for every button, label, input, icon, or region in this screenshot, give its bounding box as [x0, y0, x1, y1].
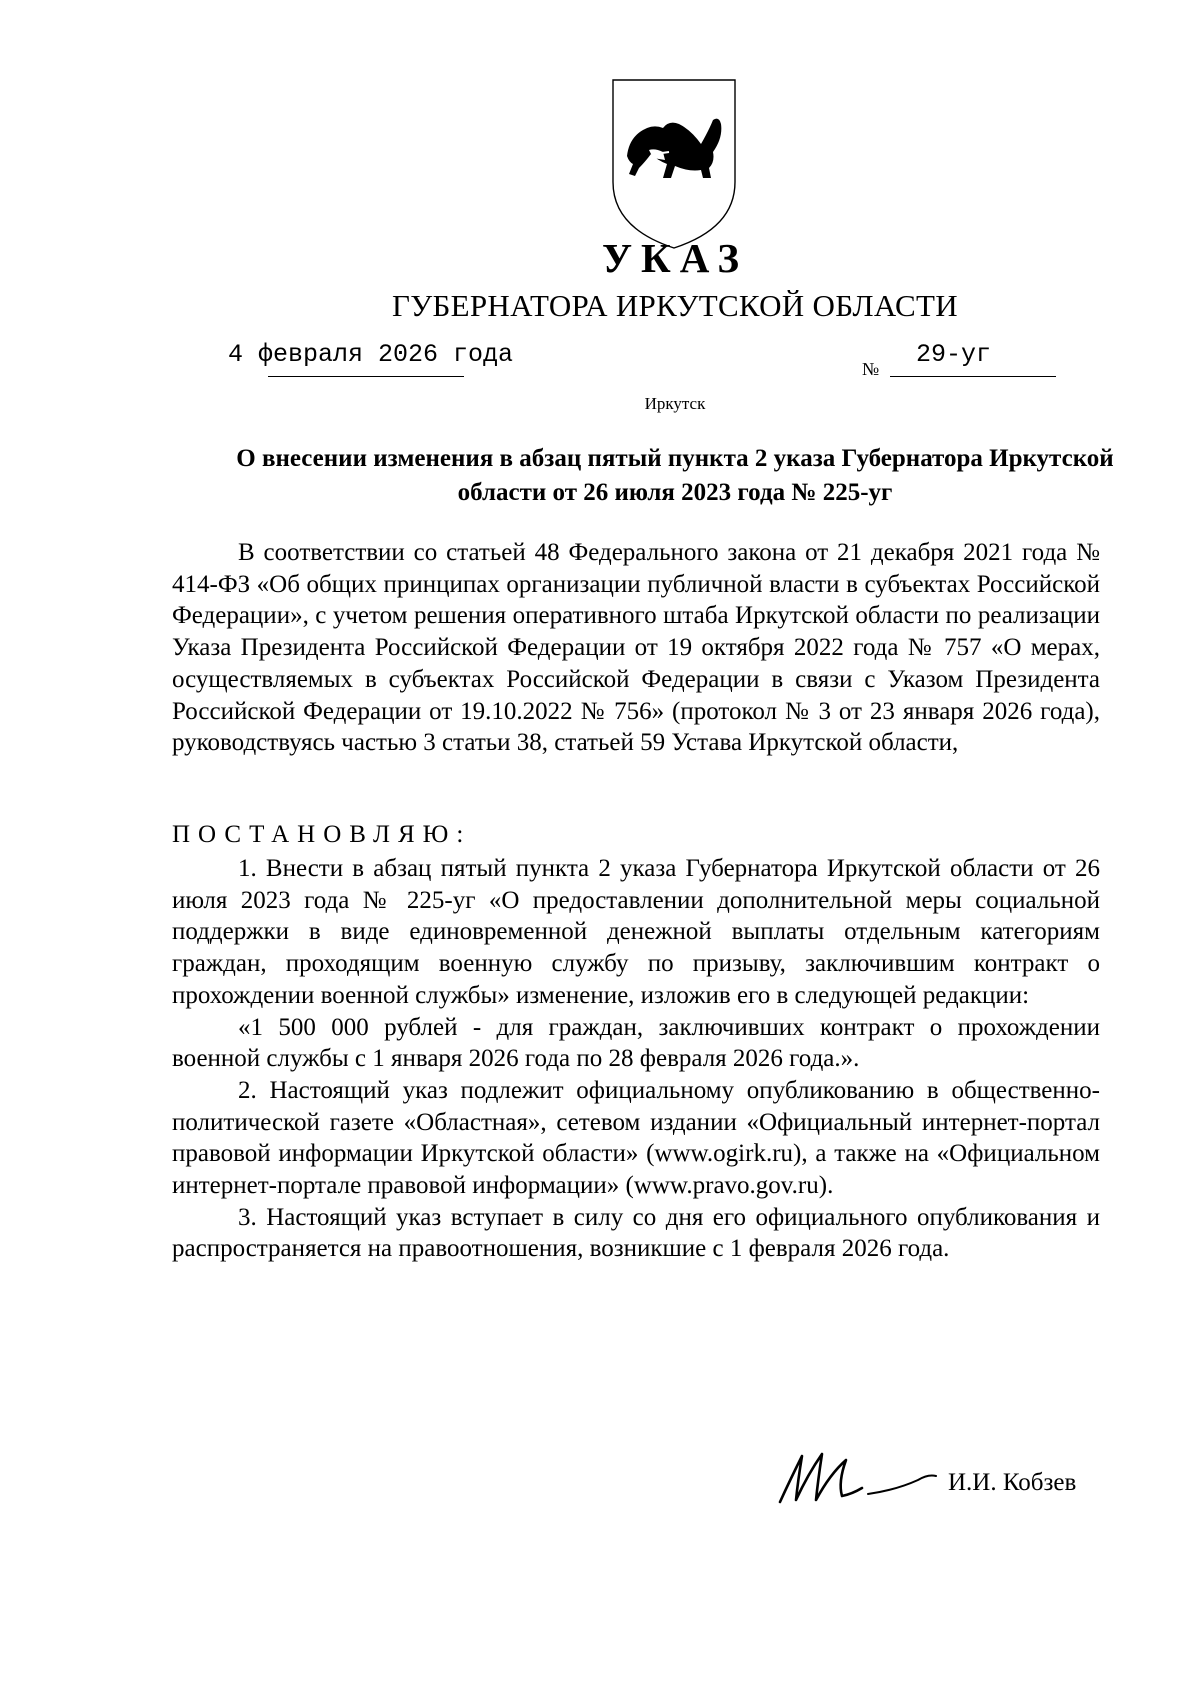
signer-name: И.И. Кобзев: [948, 1469, 1077, 1496]
date-underline: [268, 376, 464, 377]
document-type: УКАЗ: [601, 235, 749, 281]
decree-items: [172, 853, 1100, 1265]
item-3: 3. Настоящий указ вступает в силу со дня его официального опубликования и распространяется на правоотношения, возникшие с 1 февраля 2026 года.: [172, 1203, 1100, 1263]
number-underline: [890, 376, 1056, 377]
document-number: 29-уг: [916, 340, 992, 369]
number-sign: №: [862, 359, 880, 379]
preamble: [172, 537, 1100, 759]
document-date: 4 февраля 2026 года: [228, 340, 514, 369]
issuer-title: ГУБЕРНАТОРА ИРКУТСКОЙ ОБЛАСТИ: [392, 288, 958, 323]
preamble-text: В соответствии со статьей 48 Федерального закона от 21 декабря 2021 года № 414-ФЗ «Об общих принципах организации публичной власти в субъектах Российской Федерации», с учетом решения оперативного штаба Иркутской области по реализации Указа Президента Российской Федерации от 19 октября 2022 года № 757 «О мерах, осуществляемых в субъектах Российской Федерации в связи с Указом Президента Российской Федерации от 19.10.2022 № 756» (протокол № 3 от 23 января 2026 года), руководствуясь частью 3 статьи 38, статьей 59 Устава Иркутской области,: [172, 539, 1100, 757]
coat-of-arms-icon: [609, 78, 739, 250]
city-name: Иркутск: [644, 394, 706, 413]
document-heading: О внесении изменения в абзац пятый пункта 2 указа Губернатора Иркутской области от 26 июля 2023 года № 225-уг: [236, 445, 1114, 506]
item-1-amendment: «1 500 000 рублей - для граждан, заключивших контракт о прохождении военной службы с 1 января 2026 года по 28 февраля 2026 года.».: [172, 1013, 1100, 1073]
decree-word: ПОСТАНОВЛЯЮ:: [172, 821, 472, 848]
signature-mark: [768, 1440, 968, 1514]
item-1: 1. Внести в абзац пятый пункта 2 указа Губернатора Иркутской области от 26 июля 2023 года № 225-уг «О предоставлении дополнительной меры социальной поддержки в виде единовременной денежной выплаты отдельным категориям граждан, проходящим военную службу по призыву, заключившим контракт о прохождении военной службы» изменение, изложив его в следующей редакции:: [172, 855, 1100, 1009]
item-2: 2. Настоящий указ подлежит официальному опубликованию в общественно-политической газете «Областная», сетевом издании «Официальный интернет-портал правовой информации Иркутской области» (www.ogirk.ru), а также на «Официальном интернет-портале правовой информации» (www.pravo.gov.ru).: [172, 1076, 1100, 1200]
